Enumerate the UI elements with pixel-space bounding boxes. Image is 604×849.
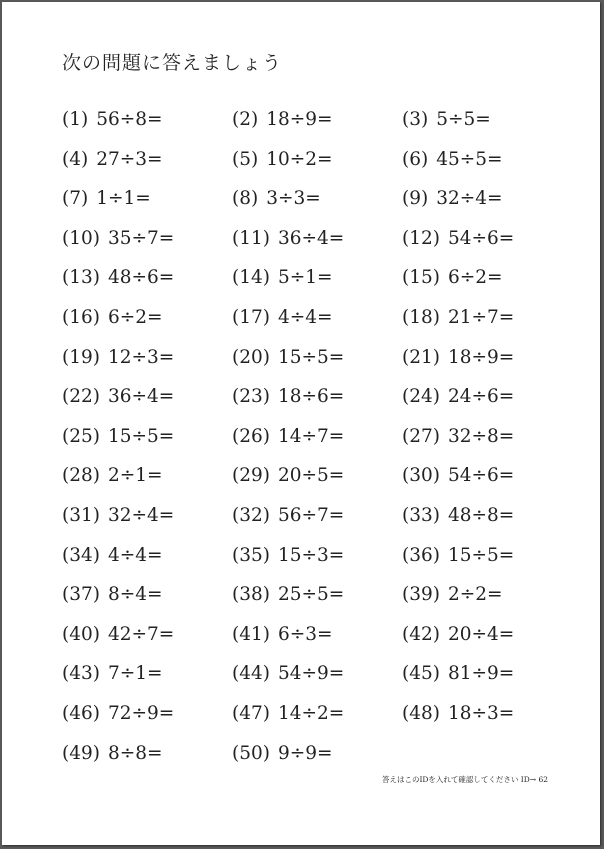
problem-number: (14): [232, 267, 270, 289]
problem-item: [62, 100, 232, 140]
problem-expression: 15÷5=: [447, 544, 515, 566]
problem-item: [62, 258, 232, 298]
problem-item: [232, 654, 402, 694]
problem-item: [62, 179, 232, 219]
problem-item: [232, 694, 402, 734]
problem-expression: 12÷3=: [107, 346, 175, 368]
problem-number: (19): [62, 346, 100, 368]
problem-item: [402, 575, 572, 615]
problem-item: [402, 694, 572, 734]
problem-number: (17): [232, 306, 270, 328]
problem-expression: 54÷6=: [447, 227, 515, 249]
problem-expression: 20÷4=: [447, 623, 515, 645]
problem-number: (39): [402, 584, 440, 606]
problem-item: [62, 219, 232, 259]
problem-item: [402, 338, 572, 378]
problem-item: [232, 536, 402, 576]
problem-expression: 14÷7=: [277, 425, 345, 447]
problem-number: (42): [402, 623, 440, 645]
problem-expression: 3÷3=: [266, 188, 321, 210]
problem-number: (1): [62, 109, 89, 130]
problem-expression: 6÷2=: [107, 306, 163, 328]
problem-expression: 18÷9=: [447, 346, 515, 368]
problem-item: [232, 575, 402, 615]
problem-number: (3): [402, 109, 429, 130]
problem-grid: [62, 100, 572, 773]
problem-expression: 56÷8=: [96, 109, 163, 130]
problem-expression: 81÷9=: [447, 663, 515, 685]
problem-expression: 48÷6=: [107, 267, 175, 289]
problem-expression: 54÷9=: [277, 663, 345, 685]
problem-item: [62, 734, 232, 774]
problem-item: [62, 140, 232, 180]
problem-number: (8): [232, 188, 259, 210]
problem-expression: 20÷5=: [277, 465, 345, 487]
problem-item: [62, 654, 232, 694]
problem-expression: 8÷4=: [107, 584, 163, 606]
problem-item: [402, 417, 572, 457]
problem-item: [232, 179, 402, 219]
problem-item: [402, 654, 572, 694]
problem-item: [62, 456, 232, 496]
problem-expression: 36÷4=: [107, 386, 175, 408]
problem-expression: 27÷3=: [96, 148, 163, 170]
problem-number: (12): [402, 227, 440, 249]
answer-id-note: 答えはこのIDを入れて確認してください ID→ 62: [381, 775, 548, 784]
problem-number: (7): [62, 188, 89, 210]
problem-number: (10): [62, 227, 100, 249]
problem-number: (6): [402, 148, 429, 170]
problem-number: (26): [232, 425, 270, 447]
problem-expression: 15÷3=: [277, 544, 345, 566]
problem-number: (16): [62, 306, 100, 328]
problem-expression: 5÷5=: [436, 109, 491, 130]
problem-expression: 32÷4=: [436, 188, 503, 210]
problem-number: (33): [402, 504, 440, 526]
problem-number: (36): [402, 544, 440, 566]
problem-item: [232, 338, 402, 378]
problem-item: [402, 456, 572, 496]
problem-number: (4): [62, 148, 89, 170]
problem-expression: 7÷1=: [107, 663, 163, 685]
problem-number: (22): [62, 386, 100, 408]
problem-item: [402, 377, 572, 417]
problem-number: (25): [62, 425, 100, 447]
problem-expression: 72÷9=: [107, 702, 175, 724]
problem-item: [402, 100, 572, 140]
problem-expression: 15÷5=: [277, 346, 345, 368]
problem-item: [232, 298, 402, 338]
problem-item: [232, 417, 402, 457]
problem-item: [232, 258, 402, 298]
problem-expression: 1÷1=: [96, 188, 151, 210]
problem-number: (28): [62, 465, 100, 487]
problem-number: (38): [232, 584, 270, 606]
problem-expression: 6÷2=: [447, 267, 503, 289]
problem-number: (29): [232, 465, 270, 487]
problem-item: [402, 615, 572, 655]
problem-number: (21): [402, 346, 440, 368]
problem-expression: 10÷2=: [266, 148, 333, 170]
problem-expression: 45÷5=: [436, 148, 503, 170]
problem-item: [232, 456, 402, 496]
problem-expression: 35÷7=: [107, 227, 175, 249]
problem-number: (37): [62, 584, 100, 606]
problem-number: (20): [232, 346, 270, 368]
problem-number: (24): [402, 386, 440, 408]
problem-expression: 4÷4=: [107, 544, 163, 566]
problem-item: [402, 298, 572, 338]
problem-item: [232, 496, 402, 536]
problem-expression: 56÷7=: [277, 504, 345, 526]
problem-expression: 2÷2=: [447, 584, 503, 606]
problem-expression: 15÷5=: [107, 425, 175, 447]
problem-number: (27): [402, 425, 440, 447]
problem-number: (23): [232, 386, 270, 408]
problem-item: [232, 100, 402, 140]
problem-expression: 8÷8=: [107, 742, 163, 764]
problem-item: [62, 298, 232, 338]
problem-item: [62, 417, 232, 457]
problem-item: [402, 140, 572, 180]
problem-number: (46): [62, 702, 100, 724]
problem-number: (45): [402, 663, 440, 685]
problem-expression: 24÷6=: [447, 386, 515, 408]
problem-item: [62, 615, 232, 655]
problem-item: [402, 179, 572, 219]
problem-number: (15): [402, 267, 440, 289]
problem-item: [62, 575, 232, 615]
problem-number: (48): [402, 702, 440, 724]
problem-number: (18): [402, 306, 440, 328]
problem-number: (11): [232, 227, 270, 249]
problem-number: (32): [232, 504, 270, 526]
problem-expression: 54÷6=: [447, 465, 515, 487]
problem-number: (50): [232, 742, 270, 764]
problem-expression: 2÷1=: [107, 465, 163, 487]
problem-item: [402, 496, 572, 536]
problem-expression: 9÷9=: [277, 742, 333, 764]
problem-expression: 5÷1=: [277, 267, 333, 289]
problem-item: [62, 536, 232, 576]
problem-number: (35): [232, 544, 270, 566]
problem-expression: 42÷7=: [107, 623, 175, 645]
problem-item: [402, 219, 572, 259]
problem-expression: 36÷4=: [277, 227, 345, 249]
problem-expression: 48÷8=: [447, 504, 515, 526]
problem-item: [232, 219, 402, 259]
problem-expression: 18÷9=: [266, 109, 333, 130]
problem-expression: 18÷3=: [447, 702, 515, 724]
problem-item: [402, 258, 572, 298]
problem-number: (41): [232, 623, 270, 645]
problem-expression: 18÷6=: [277, 386, 345, 408]
problem-number: (47): [232, 702, 270, 724]
problem-item: [62, 377, 232, 417]
problem-item: [232, 615, 402, 655]
problem-number: (43): [62, 663, 100, 685]
problem-item: [62, 694, 232, 734]
worksheet-page: [2, 2, 600, 845]
problem-expression: 32÷4=: [107, 504, 175, 526]
problem-expression: 6÷3=: [277, 623, 333, 645]
problem-number: (44): [232, 663, 270, 685]
problem-expression: 14÷2=: [277, 702, 345, 724]
problem-item: [232, 734, 402, 774]
problem-number: (13): [62, 267, 100, 289]
problem-expression: 21÷7=: [447, 306, 515, 328]
problem-number: (31): [62, 504, 100, 526]
problem-number: (49): [62, 742, 100, 764]
problem-item: [62, 338, 232, 378]
problem-item: [232, 377, 402, 417]
problem-number: (30): [402, 465, 440, 487]
problem-number: (40): [62, 623, 100, 645]
problem-item: [62, 496, 232, 536]
problem-number: (9): [402, 188, 429, 210]
worksheet-title: 次の問題に答えましょう: [62, 52, 283, 74]
problem-expression: 32÷8=: [447, 425, 515, 447]
problem-number: (34): [62, 544, 100, 566]
problem-number: (5): [232, 148, 259, 170]
problem-item: [232, 140, 402, 180]
problem-expression: 25÷5=: [277, 584, 345, 606]
problem-item: [402, 536, 572, 576]
problem-expression: 4÷4=: [277, 306, 333, 328]
problem-number: (2): [232, 109, 259, 130]
